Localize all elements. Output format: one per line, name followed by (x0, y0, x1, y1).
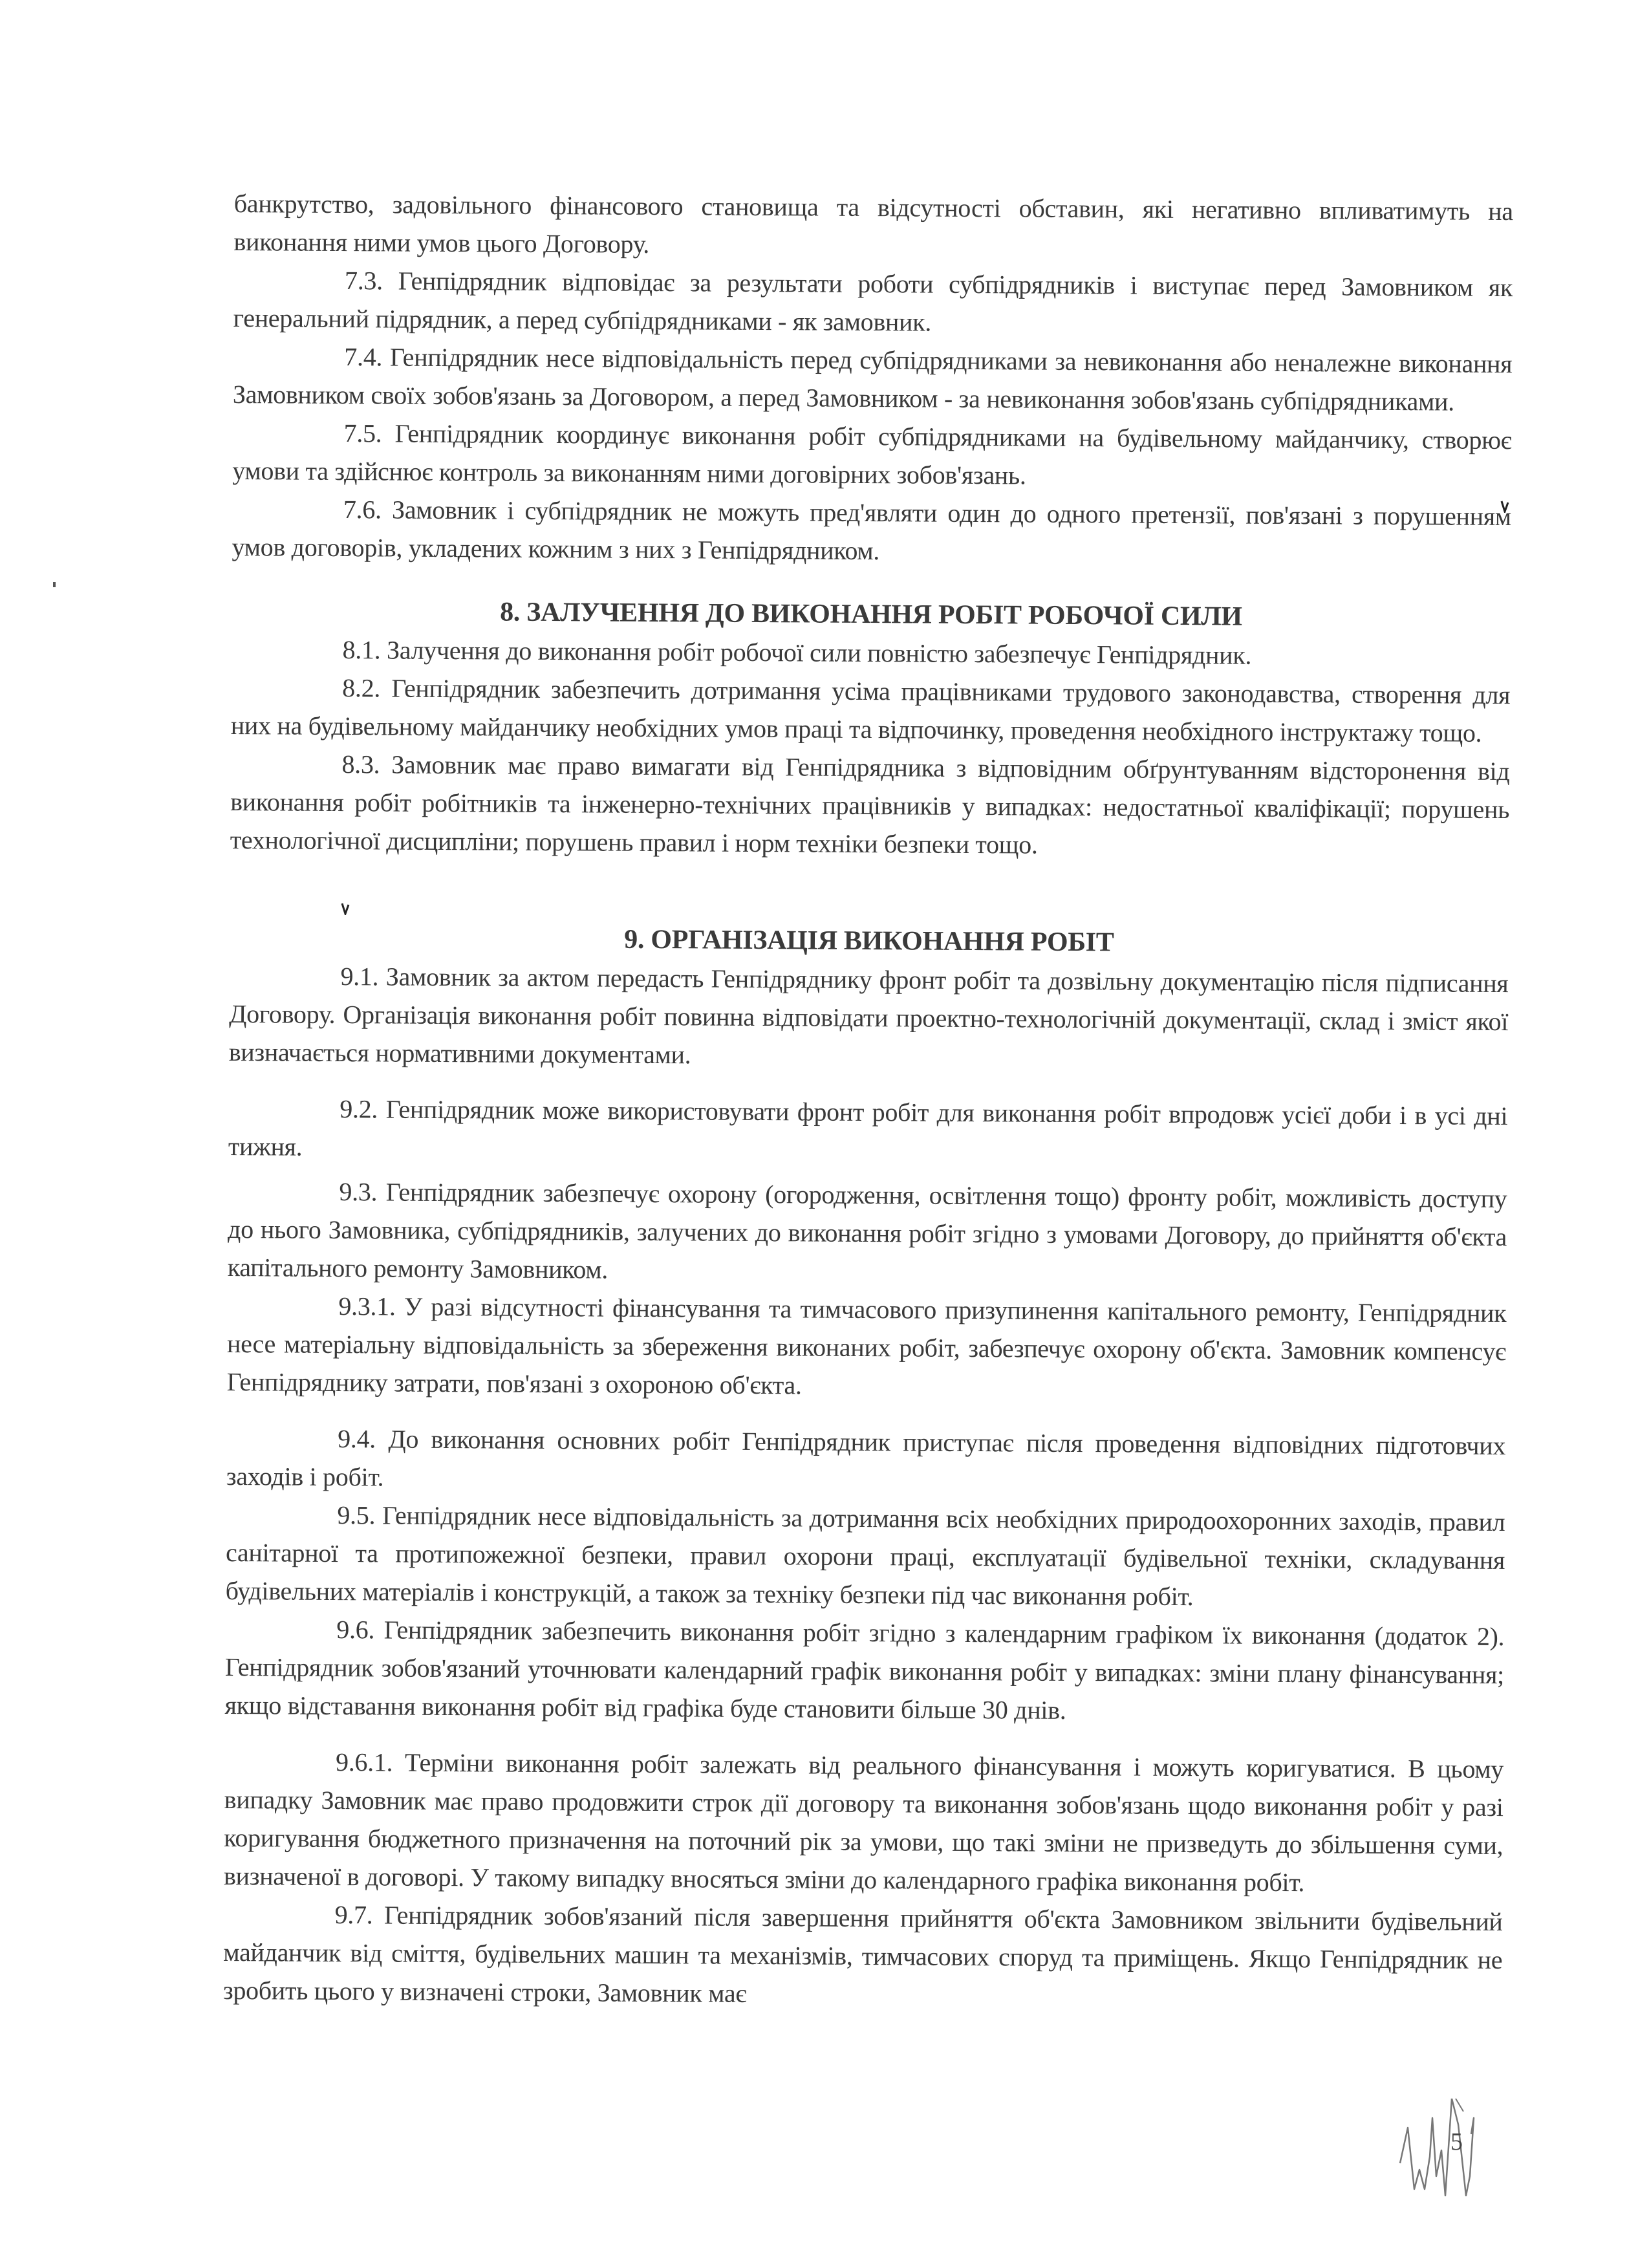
paragraph-9-3-1: 9.3.1. У разі відсутності фінансування та тимчасового призупинення капітального ремонту, Генпідрядник несе матеріальну відповідальність за збереження виконаних робіт, забезпечує охорону об'єкта. Замовник компенсує Генпідряднику затрати, пов'язані з охороною об'єкта. (226, 1291, 1507, 1400)
document-page (223, 184, 1513, 2017)
paragraph-9-5: 9.5. Генпідрядник несе відповідальність за дотримання всіх необхідних природоохоронних заходів, правил санітарної та протипожежної безпеки, правил охорони праці, експлуатації будівельної техніки, складування будівельних матеріалів і конструкцій, а також за техніку безпеки під час виконання робіт. (225, 1500, 1505, 1612)
paragraph-9-7: 9.7. Генпідрядник зобов'язаний після завершення прийняття об'єкта Замовником звільнити будівельний майданчик від сміття, будівельних машин та механізмів, тимчасових споруд та приміщень. Якщо Генпідрядник не зробить цього у визначені строки, Замовник має (222, 1900, 1503, 2008)
paragraph-7-3: 7.3. Генпідрядник відповідає за результати роботи субпідрядників і виступає перед Замовником як генеральний підрядник, а перед субпідрядниками - як замовник. (233, 266, 1513, 337)
paragraph-9-2: 9.2. Генпідрядник може використовувати фронт робіт для виконання робіт впродовж усієї доби і в усі дні тижня. (228, 1094, 1508, 1161)
paragraph-9-6: 9.6. Генпідрядник забезпечить виконання робіт згідно з календарним графіком їх виконання (додаток 2). Генпідрядник зобов'язаний уточнювати календарний графік виконання робіт у випадках: зміни плану фінансування; якщо відставання виконання робіт від графіка буде становити більше 30 днів. (224, 1615, 1505, 1725)
scan-speck (53, 582, 56, 587)
paragraph-9-4: 9.4. До виконання основних робіт Генпідрядник приступає після проведення відповідних підготовчих заходів і робіт. (226, 1424, 1506, 1492)
paragraph-9-1: 9.1. Замовник за актом передасть Генпідряднику фронт робіт та дозвільну документацію після підписання Договору. Організація виконання робіт повинна відповідати проектно-технологічній документації, склад і зміст якої визначається нормативними документами. (228, 962, 1509, 1070)
paragraph-8-2: 8.2. Генпідрядник забезпечить дотримання усіма працівниками трудового законодавства, створення для них на будівельному майданчику необхідних умов праці та відпочинку, проведення необхідного інструктажу тощо. (230, 673, 1511, 748)
paragraph-8-1: 8.1. Залучення до виконання робіт робочої сили повністю забезпечує Генпідрядник. (342, 635, 1252, 670)
paragraph-7-5: 7.5. Генпідрядник координує виконання робіт субпідрядниками на будівельному майданчику, створює умови та здійснює контроль за виконанням ними договірних зобов'язань. (232, 418, 1512, 490)
paragraph-9-6-1: 9.6.1. Терміни виконання робіт залежать від реального фінансування і можуть коригуватися. В цьому випадку Замовник має право продовжити строк дії договору та виконання зобов'язань щодо виконання робіт у разі коригування бюджетного призначення на поточний рік за умови, що такі зміни не призведуть до збільшення суми, визначеної в договорі. У такому випадку вносяться зміни до календарного графіка виконання робіт. (223, 1747, 1504, 1897)
paragraph-7-4: 7.4. Генпідрядник несе відповідальність перед субпідрядниками за невиконання або неналежне виконання Замовником своїх зобов'язань за Договором, а перед Замовником - за невиконання зобов'язань субпідрядниками. (232, 342, 1513, 416)
pen-tick-mark-icon (341, 902, 350, 915)
section-8-heading: 8. ЗАЛУЧЕННЯ ДО ВИКОНАННЯ РОБІТ РОБОЧОЇ СИЛИ (500, 597, 1242, 632)
page-number: 5 (1450, 2128, 1463, 2155)
paragraph-8-3: 8.3. Замовник має право вимагати від Генпідрядника з відповідним обґрунтуванням відсторонення від виконання робіт робітників та інженерно-технічних працівників у випадках: недостатньої кваліфікації; порушень технологічної дисципліни; порушень правил і норм техніки безпеки тощо. (230, 750, 1510, 859)
paragraph-continuation: банкрутство, задовільного фінансового становища та відсутності обставин, які негативно впливатимуть на виконання ними умов цього Договору. (233, 188, 1513, 259)
pen-tick-mark-icon (1500, 500, 1509, 513)
paragraph-7-6: 7.6. Замовник і субпідрядник не можуть пред'являти один до одного претензії, пов'язані з порушенням умов договорів, укладених кожним з них з Генпідрядником. (232, 495, 1512, 566)
handwritten-signature (1394, 2099, 1491, 2209)
section-9-heading: 9. ОРГАНІЗАЦІЯ ВИКОНАННЯ РОБІТ (624, 924, 1114, 958)
paragraph-9-3: 9.3. Генпідрядник забезпечує охорону (огородження, освітлення тощо) фронту робіт, можливість доступу до нього Замовника, субпідрядників, залучених до виконання робіт згідно з умовами Договору, до прийняття об'єкта капітального ремонту Замовником. (227, 1177, 1507, 1284)
